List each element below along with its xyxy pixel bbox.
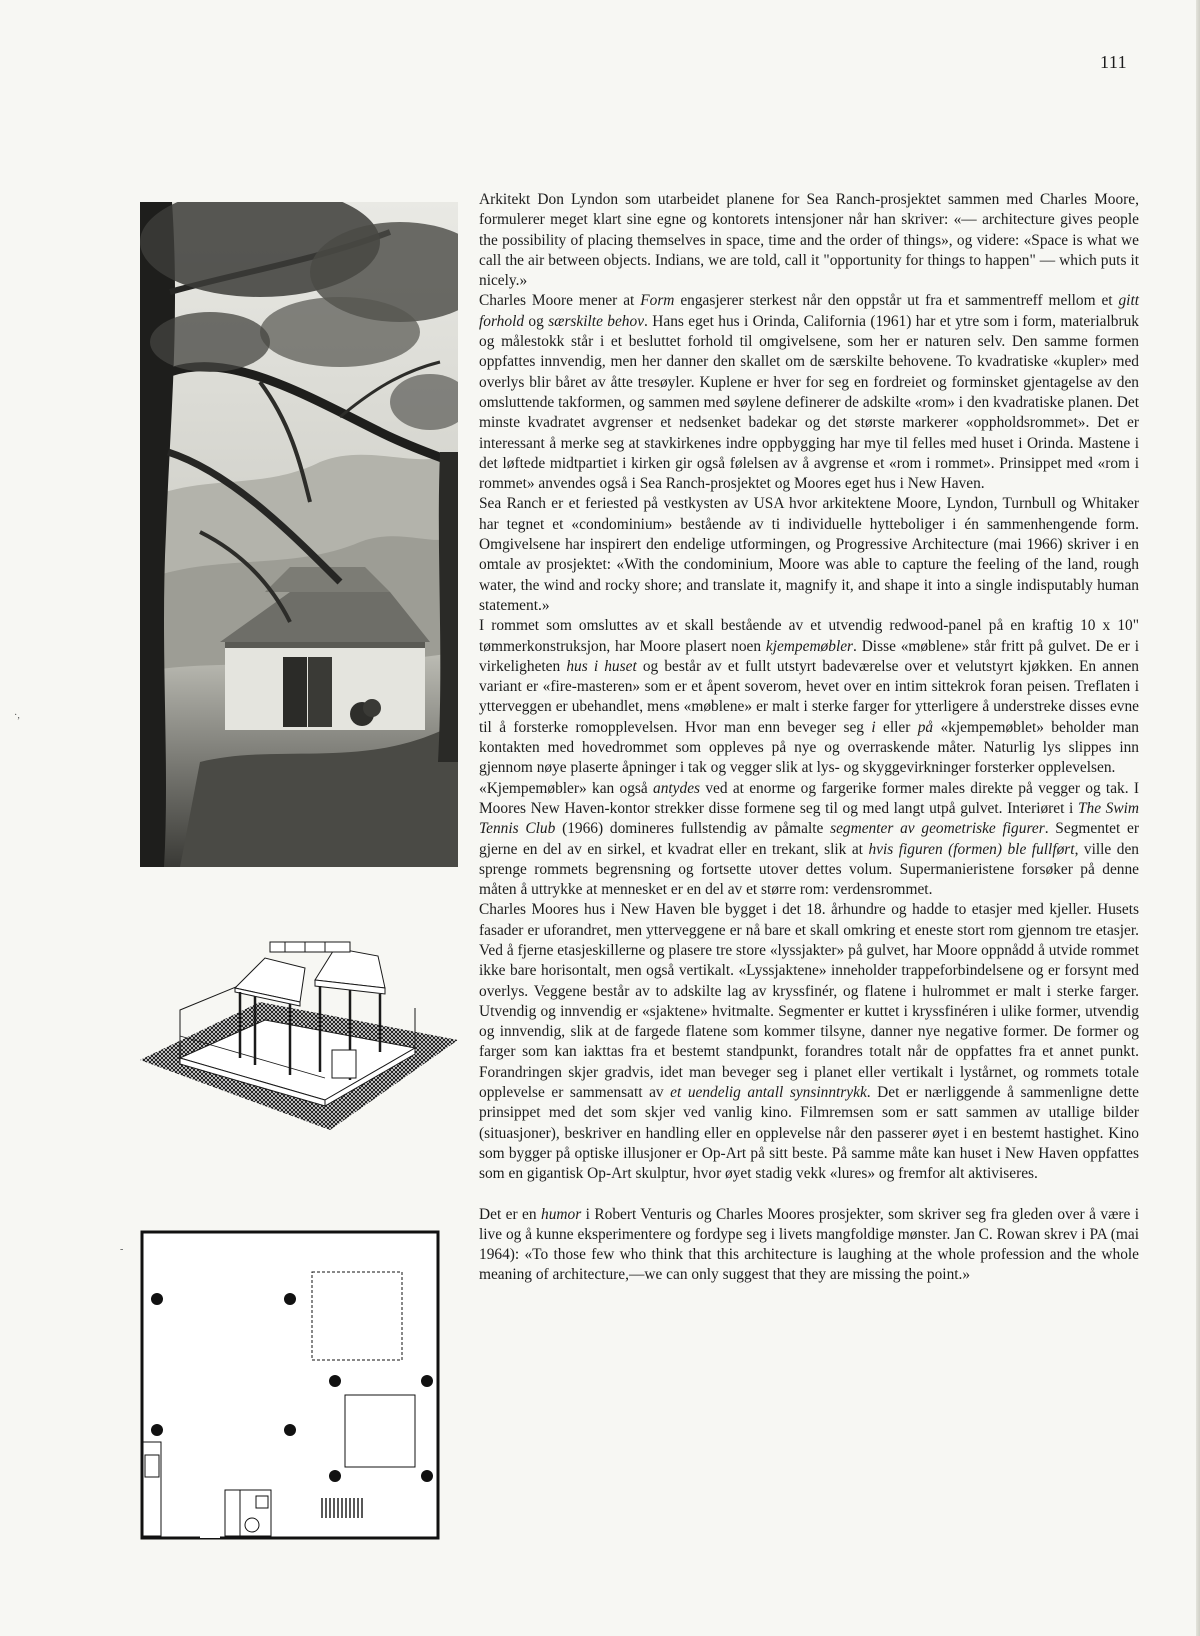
isometric-house-drawing — [140, 940, 458, 1135]
emphasis-text: gitt forhold — [479, 292, 1139, 330]
text-run: i Robert Venturis og Charles Moores prosjekter, som skriver seg fra gleden over å være i live og å kunne eksperimentere og fordype seg i livets mangfoldige mønster. Jan C. Rowan skrev i PA (mai 1964): «To those few who think that this architecture is laughing at the whole profession and the whole meaning of architecture,—we can only suggest that they are missing the point.» — [479, 1205, 1140, 1284]
text-run: Charles Moore mener at — [479, 292, 641, 310]
orinda-house-photo — [140, 202, 458, 867]
article-body — [479, 190, 1139, 1286]
body-paragraph — [479, 616, 1139, 778]
emphasis-text: Form — [640, 292, 675, 310]
margin-mark: - — [120, 1244, 124, 1255]
emphasis-text: antydes — [653, 779, 701, 797]
text-run: . Hans eget hus i Orinda, California (1961) har et ytre som i form, materialbruk og målestokk står i et besluttet forhold til omgivelsene, som her er naturen selv. Den samme formen oppfattes innvendig, men her danner den skallet om de særskilte behovene. To kvadratiske «kupler» med overlys blir båret av åtte tresøyler. Kuplene er hver for seg en fordreiet og forminsket gjentagelse av den omsluttende takformen, og sammen med søylene definerer de adskilte «rom» i den kvadratiske planen. Det minste kvadratet avgrenser et nedsenket badekar og det største markerer «oppholdsrommet». Det er interessant å merke seg at stavkirkenes indre oppbygging har mye til felles med huset i Orinda. Mastene i det løftede midtpartiet i kirken gir også følelsen av å avgrense et «rom i rommet». Prinsippet med «rom i rommet» anvendes også i Sea Ranch-prosjektet og Moores eget hus i New Haven. — [479, 312, 1139, 493]
page-number: 111 — [1100, 52, 1128, 72]
text-run: Sea Ranch er et feriested på vestkysten av USA hvor arkitektene Moore, Lyndon, Turnbull og Whitaker har tegnet et «condominium» bestående av ti individuelle hytteboliger i én sammenhengende form. Omgivelsene har inspirert den endelige utformingen, og Progressive Architecture (mai 1966) skriver i en omtale av prosjektet: «With the condominium, Moore was able to capture the feeling of the land, rough water, the wind and rocky shore; and translate it, magnify it, and shape it into a single indisputably human statement.» — [479, 495, 1139, 614]
body-paragraph — [479, 190, 1139, 291]
text-run: Charles Moores hus i New Haven ble bygget i det 18. århundre og hadde to etasjer med kjeller. Husets fasader er uforandret, men ytterveggene er nå bare et skall omkring et eneste stort rom gjennom tre etasjer. Ved å fjerne etasjeskillerne og plasere tre store «lyssjakter» på gulvet, har Moore oppnådd å utvide rommet ikke bare horisontalt, men også vertikalt. «Lyssjaktene» inneholder trappeforbindelsene og er forsynt med overlys. Veggene består av to adskilte lag av kryssfinér, og flatene i hulrommet er malt i sterke farger. Utvendig og innvendig er «sjaktene» hvitmalte. Segmenter er kuttet i kryssfinéren i ulike former, utvendig og innvendig, slik at de fargede flatene som kommer tilsyne, danner nye negative former. De former og farger som kan iakttas fra et bestemt standpunkt, forandres totalt når de oppfattes fra et annet punkt. Forandringen skjer gradvis, idet man beveger seg i planet eller vertikalt i lystårnet, og rommets totale opplevelse er sammensatt av — [479, 901, 1139, 1102]
text-run: . Det er nærliggende å sammenligne dette prinsippet med det som skjer ved vanlig kino. Filmremsen som er satt sammen av utallige bilder (situasjoner), beskriver en handling eller en opplevelse når den passerer øyet i en bestemt hastighet. Kino som bygger på optiske illusjoner er Op-Art på sitt beste. På samme måte kan huset i New Haven oppfattes som en gigantisk Op-Art skulptur, hvor øyet stadig vekk «lures» og fremfor alt aktiviseres. — [479, 1084, 1139, 1183]
text-run: og — [524, 312, 549, 330]
body-paragraph — [479, 494, 1139, 616]
emphasis-text: hvis figuren (formen) ble fullført — [868, 840, 1075, 858]
emphasis-text: segmenter av geometriske figurer — [830, 820, 1045, 838]
text-run: «kjempemøblet» beholder man kontakten med hovedrommet som oppleves på nye og overraskende måter. Naturlig lys slippes inn gjennom nøye plaserte åpninger i tak og vegger slik at lys- og skyggevirkninger forsterker opplevelsen. — [479, 718, 1139, 777]
text-run: eller — [875, 718, 918, 736]
emphasis-text: et uendelig antall synsinntrykk — [670, 1084, 867, 1102]
body-paragraph — [479, 1205, 1139, 1286]
text-run: . Disse «møblene» står fritt på gulvet. De er i virkeligheten — [479, 637, 1139, 675]
text-run: og består av et fullt utstyrt badeværelse over et velutstyrt kjøkken. En annen variant er «fire-masteren» som er et åpent soverom, hevet over en intim sittekrok foran peisen. Treflaten i ytterveggen er ubehandlet, mens «møblene» er malt i sterke farger for ytterligere å understreke disses evne til å forsterke romopplevelsen. Hvor man enn beveger seg — [479, 657, 1139, 736]
body-paragraph — [479, 291, 1139, 494]
text-run: engasjerer sterkest når den oppstår ut fra et sammentreff mellom et — [674, 292, 1119, 310]
floor-plan-drawing — [140, 1230, 458, 1542]
text-run: Det er en — [479, 1205, 542, 1223]
body-paragraph — [479, 779, 1139, 901]
page-edge — [1196, 0, 1200, 1636]
emphasis-text: hus i huset — [566, 657, 637, 675]
text-run: . Segmentet er gjerne en del av en sirkel, et kvadrat eller en trekant, slik at — [479, 820, 1139, 858]
text-run: (1966) domineres fullstendig av påmalte — [555, 820, 831, 838]
margin-mark: ·, — [14, 710, 20, 721]
text-run: Arkitekt Don Lyndon som utarbeidet planene for Sea Ranch-prosjektet sammen med Charles Moore, formulerer meget klart sine egne og kontorets intensjoner når han skriver: «— architecture gives people the possibility of placing themselves in space, time and the order of things», og videre: «Space is what we call the air between objects. Indians, we are told, call it "opportunity for things to happen" — which puts it nicely.» — [479, 191, 1139, 290]
emphasis-text: humor — [541, 1205, 582, 1223]
emphasis-text: kjempemøbler — [765, 637, 854, 655]
body-paragraph — [479, 900, 1139, 1184]
text-run: ved at enorme og fargerike former males direkte på vegger og tak. I Moores New Haven-kontor strekker disse formene seg til og med langt utpå gulvet. Interiøret i — [479, 779, 1139, 817]
text-run: I rommet som omsluttes av et skall bestående av et utvendig redwood-panel på en kraftig 10 x 10" tømmerkonstruksjon, har Moore plasert noen — [479, 617, 1139, 655]
text-run: , ville den sprenge rommets begrensning og fortsette utover dettes volum. Supermanieristene forsøker på denne måten å uttrykke at mennesket er en del av et større rom: verdensrommet. — [479, 840, 1139, 899]
text-run: «Kjempemøbler» kan også — [479, 779, 654, 797]
emphasis-text: særskilte behov — [548, 312, 645, 330]
emphasis-text: The Swim Tennis Club — [479, 799, 1140, 838]
emphasis-text: i — [871, 718, 876, 736]
emphasis-text: på — [917, 718, 934, 736]
